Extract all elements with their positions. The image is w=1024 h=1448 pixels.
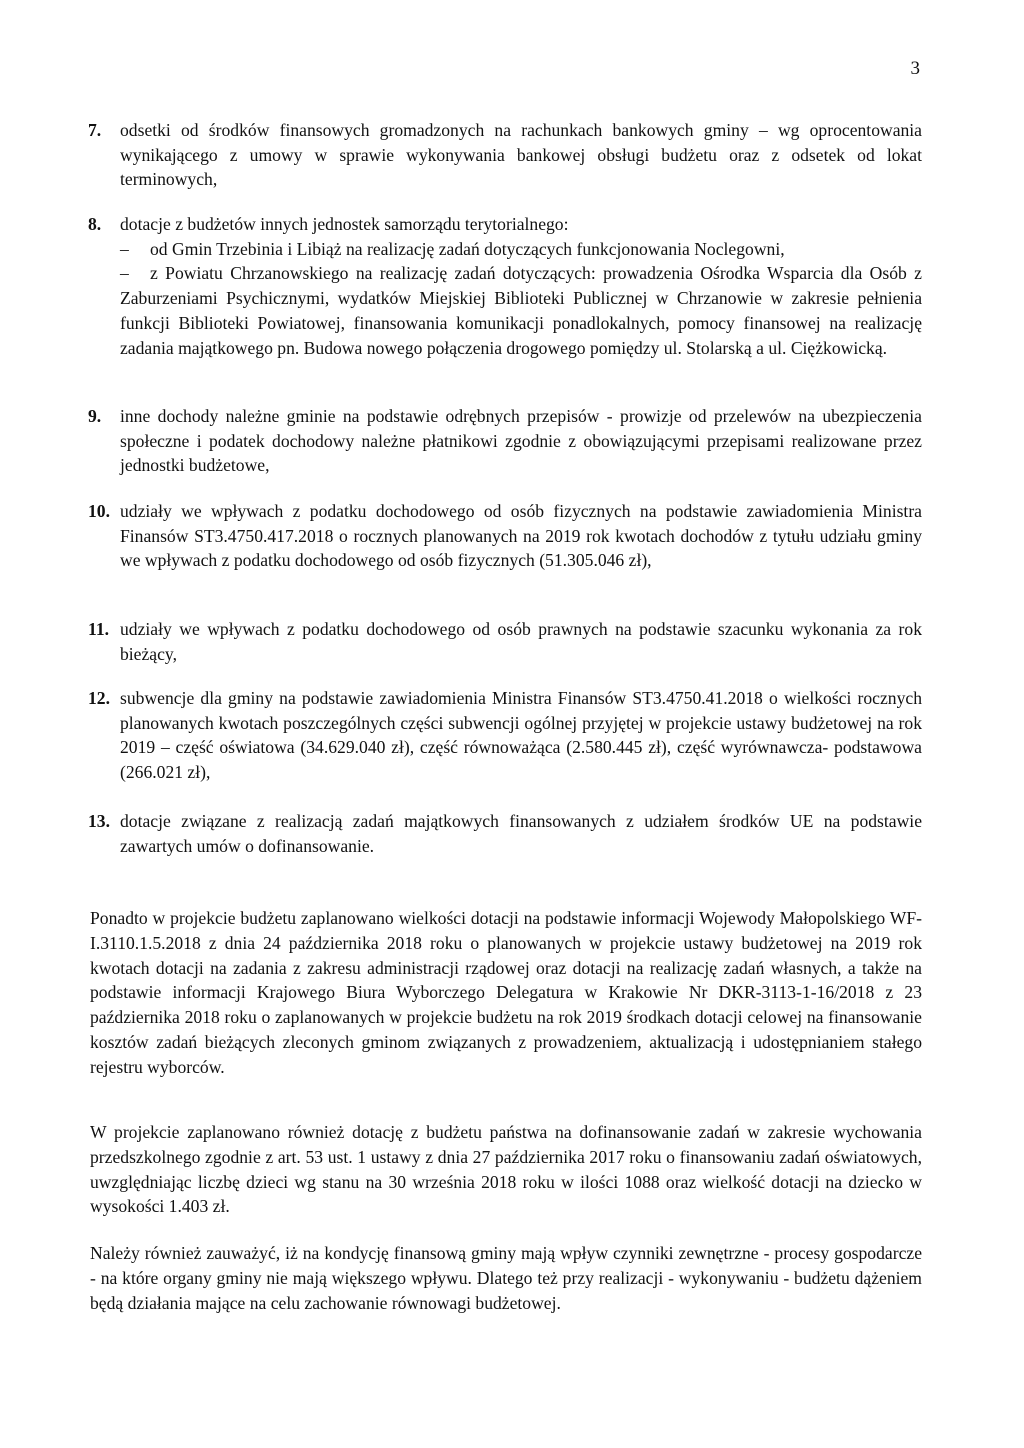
sub-item-text: od Gmin Trzebinia i Libiąż na realizację zadań dotyczących funkcjonowania Noclegowni, xyxy=(150,238,785,259)
list-item-9 xyxy=(88,404,922,478)
item-text: dotacje z budżetów innych jednostek samorządu terytorialnego: xyxy=(120,214,569,234)
sub-item-text: z Powiatu Chrzanowskiego na realizację zadań dotyczących: prowadzenia Ośrodka Wsparcia dla Osób z Zaburzeniami Psychicznymi, wydatków Miejskiej Biblioteki Publicznej w Chrzanowie w zakresie pełnienia funkcji Biblioteki Powiatowej, finansowania komunikacji ponadlokalnych, pomocy finansowej na realizację zadania majątkowego pn. Budowa nowego połączenia drogowego pomiędzy ul. Stolarską a ul. Ciężkowicką. xyxy=(120,263,922,358)
item-text: inne dochody należne gminie na podstawie odrębnych przepisów - prowizje od przelewów na ubezpieczenia społeczne i podatek dochodowy należne płatnikowi zgodnie z obowiązującymi przepisami realizowane przez jednostki budżetowe, xyxy=(120,406,922,476)
list-item-13 xyxy=(88,809,922,858)
item-number: 9. xyxy=(88,406,102,426)
list-item-12 xyxy=(88,686,922,785)
item-number: 8. xyxy=(88,214,102,234)
paragraph-preschool: W projekcie zaplanowano również dotację z budżetu państwa na dofinansowanie zadań w zakresie wychowania przedszkolnego zgodnie z art. 53 ust. 1 ustawy z dnia 27 października 2017 roku o finansowaniu zadań oświatowych, uwzględniając liczbę dzieci wg stanu na 30 września 2018 roku w ilości 1088 oraz wielkość dotacji na dziecko w wysokości 1.403 zł. xyxy=(90,1122,922,1217)
sub-item xyxy=(120,237,922,262)
list-item-11 xyxy=(88,617,922,666)
item-text: odsetki od środków finansowych gromadzonych na rachunkach bankowych gminy – wg oprocentowania wynikającego z umowy w sprawie wykonywania bankowej obsługi budżetu oraz z odsetek od lokat terminowych, xyxy=(120,120,922,190)
item-number: 11. xyxy=(88,619,110,639)
sub-item xyxy=(120,261,922,360)
item-number: 7. xyxy=(88,120,102,140)
dash-marker: – xyxy=(120,263,129,284)
item-text: dotacje związane z realizacją zadań majątkowych finansowanych z udziałem środków UE na podstawie zawartych umów o dofinansowanie. xyxy=(120,811,922,856)
item-text: udziały we wpływach z podatku dochodowego od osób prawnych na podstawie szacunku wykonania za rok bieżący, xyxy=(120,619,922,664)
item-number: 10. xyxy=(88,501,110,521)
list-item-8 xyxy=(88,212,922,360)
item-number: 13. xyxy=(88,811,110,831)
item-text: subwencje dla gminy na podstawie zawiadomienia Ministra Finansów ST3.4750.41.2018 o wielkości rocznych planowanych kwotach poszczególnych części subwencji ogólnej przyjętej w projekcie ustawy budżetowej na rok 2019 – część oświatowa (34.629.040 zł), część równoważąca (2.580.445 zł), część wyrównawcza- podstawowa (266.021 zł), xyxy=(120,688,922,783)
paragraph-grants: Ponadto w projekcie budżetu zaplanowano wielkości dotacji na podstawie informacji Wojewody Małopolskiego WF-I.3110.1.5.2018 z dnia 24 października 2018 roku o planowanych w projekcie ustawy budżetowej na 2019 rok kwotach dotacji na zadania z zakresu administracji rządowej oraz dotacji na realizację zadań własnych, a także na podstawie informacji Krajowego Biura Wyborczego Delegatura w Krakowie Nr DKR-3113-1-16/2018 z 23 października 2018 roku o zaplanowanych w projekcie budżetu na rok 2019 środkach dotacji celowej na finansowanie kosztów zadań bieżących zleconych gminom związanych z prowadzeniem, aktualizacją i udostępnianiem stałego rejestru wyborców. xyxy=(90,908,922,1077)
paragraph-conclusion: Należy również zauważyć, iż na kondycję finansową gminy mają wpływ czynniki zewnętrzne - procesy gospodarcze - na które organy gminy nie mają większego wpływu. Dlatego też przy realizacji - wykonywaniu - budżetu dążeniem będą działania mające na celu zachowanie równowagi budżetowej. xyxy=(90,1243,922,1313)
item-number: 12. xyxy=(88,688,110,708)
dash-marker: – xyxy=(120,238,129,259)
item-text: udziały we wpływach z podatku dochodowego od osób fizycznych na podstawie zawiadomienia Ministra Finansów ST3.4750.417.2018 o rocznych planowanych na 2019 rok kwotach dochodów z tytułu udziału gminy we wpływach z podatku dochodowego od osób fizycznych (51.305.046 zł), xyxy=(120,501,922,571)
page-number: 3 xyxy=(910,58,920,79)
list-item-10 xyxy=(88,499,922,573)
list-item-7 xyxy=(88,118,922,192)
